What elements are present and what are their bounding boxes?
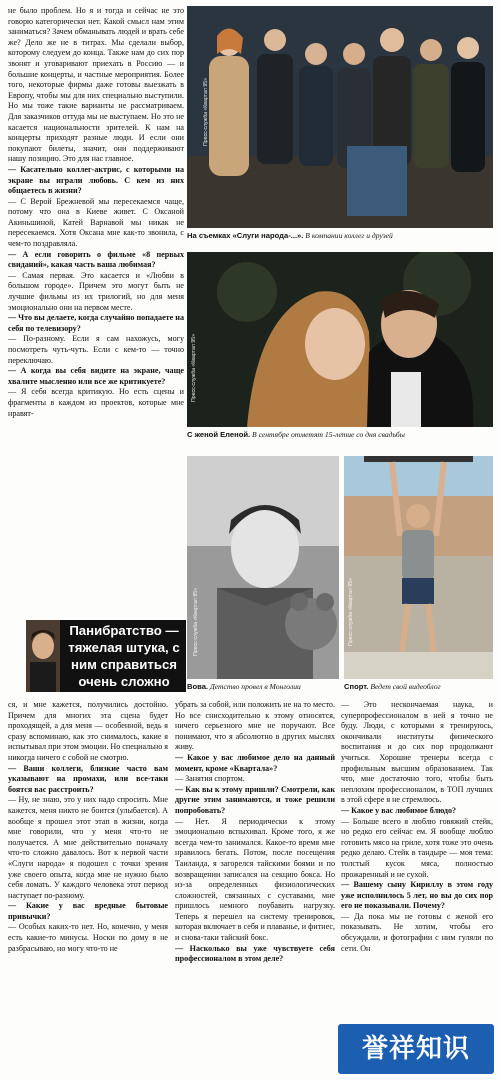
article-column-bottom-1 — [8, 700, 168, 1072]
interview-question: — Ваши коллеги, близкие часто вам указывают на промахи, или все-таки боятся вас расстроить? — [8, 763, 168, 794]
photo-caption — [187, 231, 493, 241]
photo-credit: Пресс-служба «Квартал 95» — [193, 588, 199, 656]
article-column-bottom-3 — [341, 700, 493, 1020]
interview-answer: — Особых каких-то нет. Но, конечно, у меня есть какие-то минусы. Носки по дому я не разбрасываю, но могу что-то не — [8, 922, 168, 953]
caption-bold: С женой Еленой. — [187, 430, 251, 439]
interview-answer: — Это нескончаемая наука, и суперпрофессионалом в ней я точно не буду. Люди, с которыми я тренируюсь, окончивали институты физического воспитания и до сих пор продолжают учиться. Хорошие тренеры всегда с профильным высшим образованием. Так что, мне достаточно того, чтобы быть неплохим профессионалом, в ТОП лучших в этой сфере я не стремлюсь. — [341, 700, 493, 805]
interview-answer: — По-разному. Если я сам нахожусь, могу посмотреть чуть-чуть. Если с кем-то — точно переключаю. — [8, 334, 184, 365]
caption-italic: Ведет свой видеоблог — [370, 682, 441, 691]
interview-answer: — Я себя всегда критикую. Но есть сцены и фрагменты в каждом из проектов, которые мне нравят- — [8, 387, 184, 418]
photo-credit: Пресс-служба «Квартал 95» — [203, 78, 209, 146]
interview-question: — А когда вы себя видите на экране, чаще хвалите мысленно или все же критикуете? — [8, 366, 184, 386]
article-column-top-left — [8, 6, 184, 606]
interview-answer: убрать за собой, или положить не на то место. Но все снисходительно к этому относятся, ничего серьезного мне не поручают. Все понимают, что я абсолютно в других мыслях живу. — [175, 700, 335, 752]
interview-question: — А если говорить о фильме «8 первых свиданий», какая часть ваша любимая? — [8, 249, 184, 270]
interview-answer: — Занятия спортом. — [175, 774, 245, 784]
interview-answer: — Самая первая. Это касается и «Любви в большом городе». Причем это могут быть не лучшие фильмы из их трилогий, но для меня эмоционально они на первом месте. — [8, 270, 184, 312]
interview-question: — Вашему сыну Кириллу в этом году уже исполнилось 5 лет, но вы до сих пор его не показывали. Почему? — [341, 880, 493, 911]
caption-bold: На съемках «Слуги народа-...». — [187, 231, 304, 240]
portrait-photo-icon — [26, 620, 60, 692]
caption-bold: Вова. — [187, 682, 209, 691]
sport-photo — [344, 456, 493, 679]
photo-caption — [187, 682, 339, 692]
interview-answer: — Больше всего я люблю говяжий стейк, но редко его сейчас ем. Я вообще люблю готовить мясо на гриле, хотя тоже это очень редко делаю. Стейк в тандыре — моя тема: толстый кусок мяса, полностью прожаренный и не сухой. — [341, 816, 493, 879]
watermark-text: 誉祥知识 — [361, 1034, 470, 1064]
group-photo — [187, 6, 493, 228]
article-column-bottom-2 — [175, 700, 335, 1072]
caption-italic: В сентябре отметят 15-летие со дня свадьбы — [252, 430, 405, 439]
caption-bold: Спорт. — [344, 682, 369, 691]
childhood-photo — [187, 456, 339, 679]
photo-credit: Пресс-служба «Квартал 95» — [348, 578, 354, 646]
photo-caption — [344, 682, 493, 692]
interview-answer: не было проблем. Но я и тогда и сейчас не это говорю категорически нет. Какой смысл нам этим заниматься? Зачем обманывать людей и врать себе же? Дело же не в титрах. Мы сделали выбор, которому следуем до конца. Также нам до сих пор звонят и уговаривают приехать в Россию — и большие концерты, и частные мероприятия. Более того, некоторые фирмы даже готовы выезжать в Европу, чтобы мы для них специально выступили. Но мы тоже такие варианты не рассматриваем. Для заказчиков оттуда мы не выступаем. Но это не касается национальности зрителей. К нам на концерты приходят разные люди. И если они покупают билеты, значит, они поддерживают нашу позицию. Это для нас главное. — [8, 6, 184, 164]
brand-logo-icon — [338, 1024, 494, 1074]
photo-caption — [187, 430, 493, 440]
caption-italic: В компании коллег и друзей — [305, 231, 393, 240]
interview-question: — Как вы к этому пришли? Смотрели, как другие этим занимаются, и тоже решили попробовать? — [175, 784, 335, 815]
interview-question: — Какое у вас любимое блюдо? — [341, 805, 457, 815]
interview-answer: — Да пока мы не готовы с женой его показывать. Не хотим, чтобы его обсуждали, и фотографии с ним гуляли по сети. Он — [341, 911, 493, 953]
interview-answer: ся, и мне кажется, получились достойно. Причем для многих эта сцена будет проходящей, а для меня — особенной, ведь я сразу вспоминаю, как это снималось, какие я испытывал при этом эмоции. Но специально я никогда ничего с собой не смотрю. — [8, 700, 168, 762]
photo-credit: Пресс-служба «Квартал 95» — [191, 334, 197, 402]
interview-question: — Какие у вас вредные бытовые привычки? — [8, 901, 168, 921]
interview-answer: — С Верой Брежневой мы пересекаемся чаще, потому что она в Киеве живет. С Оксаной Акиньшиной, Катей Варнавой мы никак не пересекаемся. Хотя Оксана мне как-то звонила, с чем-то поздравляла. — [8, 196, 184, 249]
interview-answer: — Ну, не знаю, это у них надо спросить. Мне кажется, меня никто не боится (улыбается). А вообще я прошел этот этап в жизни, когда мне говорили, что у меня что-то не получается. А мне действительно поначалу что-то сложно давалось. Вот к первой части «Слуги народа» я подошел с точки зрения уже своего опыта, когда мне не нужно было себя ломать. У каждого человека этот период наступает по-разному. — [8, 795, 168, 900]
interview-question: — Насколько вы уже чувствуете себя профессионалом в этом деле? — [175, 943, 335, 964]
pull-quote — [26, 620, 186, 692]
interview-question: — Какое у вас любимое дело на данный момент, кроме «Квартала»? — [175, 752, 335, 773]
interview-question: — Касательно коллег-актрис, с которыми на экране вы играли любовь. С кем из них общаетесь в жизни? — [8, 164, 184, 196]
interview-question: — Что вы делаете, когда случайно попадаете на себя по телевизору? — [8, 313, 184, 333]
caption-italic: Детство провел в Монголии — [209, 682, 301, 691]
pull-quote-text: Панибратство — тяжелая штука, с ним справиться очень сложно — [68, 623, 180, 689]
couple-photo — [187, 252, 493, 427]
interview-answer: — Нет. Я периодически к этому эмоционально вспыхивал. Кроме того, я же всегда чем-то занимался. Какое-то время мне нравилось бегать. Потом, после посещения Таиланда, я загорелся тайскими боями и по возвращении записался на секцию бокса. Но из-за определенных физиологических сложностей, связанных с суставами, мне пришлось немного поубавить нагрузку. Теперь я перешел на систему тренировок, которая включает в себя и плаванье, и фитнес, и снова-таки тайский бокс. — [175, 816, 335, 943]
